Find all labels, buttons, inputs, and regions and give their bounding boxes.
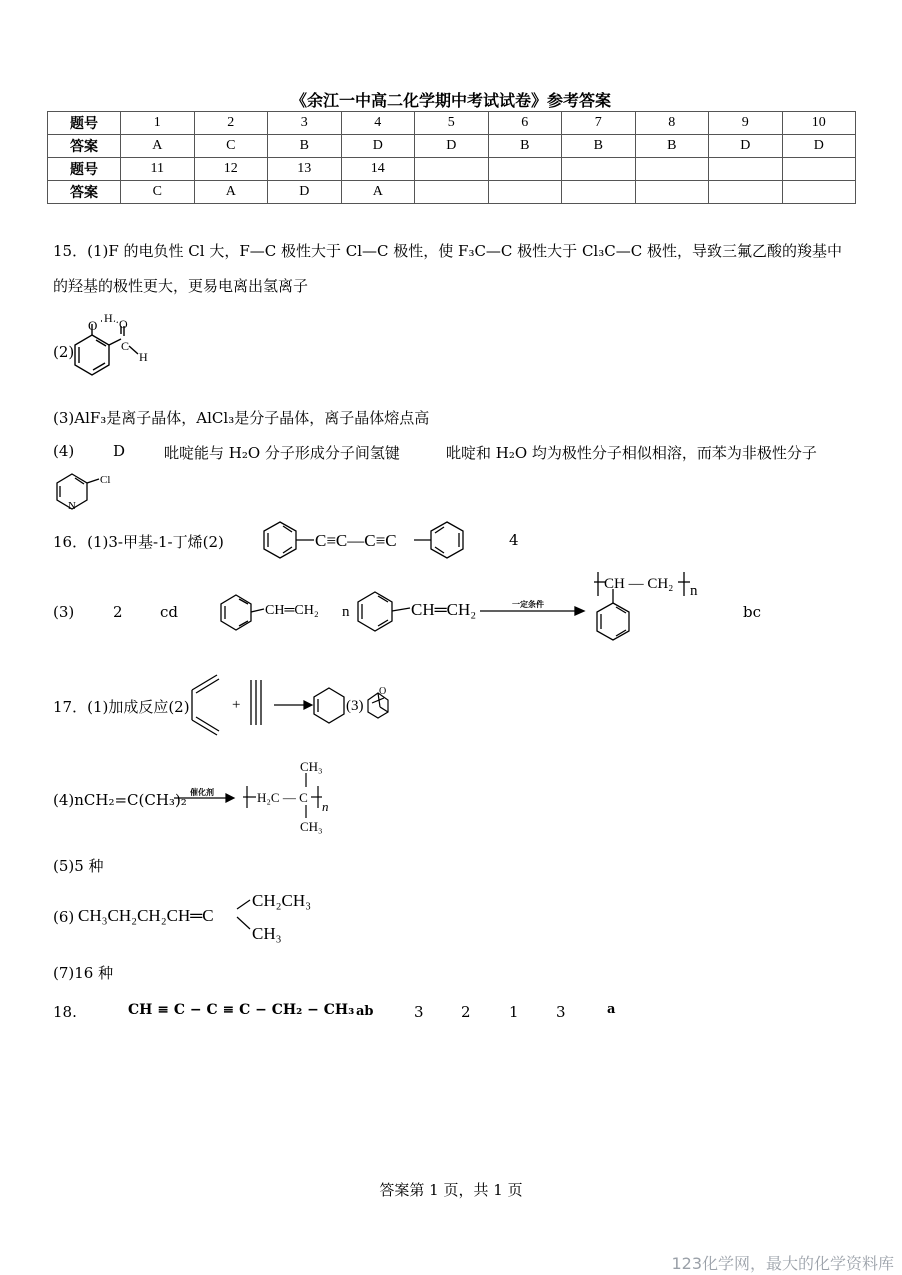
table-cell: C — [194, 135, 268, 158]
table-header-cell: 题号 — [48, 112, 121, 135]
q15-p3: (3)AlF₃是离子晶体，AlCl₃是分子晶体，离子晶体熔点高 — [53, 409, 430, 427]
q16-styrene-formula-2: CH═CH₂ — [411, 600, 477, 619]
q16-p3-label: (3) — [53, 603, 75, 621]
q17-ch3-bottom: CH₃ — [300, 819, 323, 834]
q15-o2-atom: O — [119, 317, 128, 331]
q16-styrene-ring — [221, 595, 264, 630]
q15-o-atom: O — [88, 318, 98, 333]
q18-answer-3: 2 — [461, 1003, 471, 1021]
q17-polymer-n: n — [322, 799, 329, 814]
q16-styrene-ring-2 — [358, 592, 410, 631]
q17-p7: (7)16 种 — [53, 964, 114, 982]
table-header-cell: 答案 — [48, 181, 121, 204]
table-cell: D — [268, 181, 342, 204]
q17-p6-top: CH₂CH₃ — [252, 891, 312, 910]
q15-p4-answer: D — [113, 442, 126, 460]
q17-cyclohexadiene — [314, 688, 344, 723]
table-cell: A — [194, 181, 268, 204]
q17-alkyne — [251, 680, 261, 725]
q17-polymer-chain: H₂C — C — [257, 790, 308, 805]
q18-answer-2: 3 — [414, 1003, 424, 1021]
q17-p6-main: CH₃CH₂CH₂CH═C — [78, 906, 214, 925]
table-cell: 5 — [415, 112, 489, 135]
page-title: 《余江一中高二化学期中考试试卷》参考答案 — [290, 91, 611, 110]
q18-answer-1: ab — [356, 1004, 374, 1019]
q16-p3-answer1: 2 — [113, 603, 123, 621]
q17-plus: + — [232, 697, 241, 713]
q16-p3-answer2: cd — [160, 603, 179, 621]
q17-catalyst: 催化剂 — [190, 788, 214, 797]
table-cell: 13 — [268, 158, 342, 181]
q18-answer-4: 1 — [509, 1003, 519, 1021]
q15-c-atom: C — [121, 339, 130, 353]
q17-p3-label: (3) — [346, 698, 364, 714]
table-cell: 9 — [709, 112, 783, 135]
q17-p6-label: (6) — [53, 908, 75, 926]
q16-diyne-chain: C≡C—C≡C — [315, 531, 397, 550]
q15-p2-label: (2) — [53, 343, 75, 361]
table-cell: 6 — [488, 112, 562, 135]
q15-h2-atom: H — [139, 350, 148, 364]
q17-p4-label: (4)nCH₂=C(CH₃)₂ — [53, 791, 187, 809]
q16-p2-answer: 4 — [509, 531, 519, 549]
q16-polymer-chain: CH — CH₂ — [604, 576, 674, 592]
q15-line1: 15．(1)F 的电负性 Cl 大，F—C 极性大于 Cl—C 极性，使 F₃C—C 极性大于 Cl₃C—C 极性，导致三氟乙酸的羧基中 — [53, 242, 842, 260]
q17-arrow — [274, 701, 312, 709]
table-cell: A — [121, 135, 195, 158]
q17-p6-bottom: CH₃ — [252, 924, 282, 943]
q15-p4-reason1: 吡啶能与 H₂O 分子形成分子间氢键 — [164, 444, 400, 462]
q15-pyridine-ring — [57, 474, 99, 509]
table-cell: D — [341, 135, 415, 158]
q18-formula: CH ≡ C − C ≡ C − CH₂ − CH₃ — [128, 1002, 355, 1018]
q17-o-atom: O — [379, 686, 387, 697]
q16-n-coeff: n — [342, 604, 350, 620]
q17-p5: (5)5 种 — [53, 857, 104, 875]
q16-styrene-formula: CH═CH₂ — [265, 603, 319, 618]
page-footer: 答案第 1 页，共 1 页 — [379, 1181, 523, 1199]
table-cell: 8 — [635, 112, 709, 135]
q16-phenyl-left — [264, 522, 314, 558]
q17-p6-branches — [237, 900, 250, 929]
q17-ch3-top: CH₃ — [300, 759, 323, 774]
table-cell: D — [782, 135, 856, 158]
q18-answer-5: 3 — [556, 1003, 566, 1021]
q16-p3-answer3: bc — [743, 603, 762, 621]
q16-polymer-n: n — [690, 583, 698, 599]
q15-line2: 的羟基的极性更大，更易电离出氢离子 — [53, 277, 309, 295]
table-cell: 14 — [341, 158, 415, 181]
table-cell: 3 — [268, 112, 342, 135]
table-cell: B — [488, 135, 562, 158]
table-cell: 4 — [341, 112, 415, 135]
table-cell: C — [121, 181, 195, 204]
q18-label: 18. — [53, 1003, 77, 1021]
table-cell: 10 — [782, 112, 856, 135]
table-cell: B — [635, 135, 709, 158]
table-cell: 7 — [562, 112, 636, 135]
table-cell: 11 — [121, 158, 195, 181]
table-header-cell: 答案 — [48, 135, 121, 158]
q15-h-atom: H — [104, 311, 113, 325]
q16-condition: 一定条件 — [512, 600, 544, 609]
watermark: 123化学网，最大的化学资料库 — [671, 1254, 894, 1273]
table-cell: D — [415, 135, 489, 158]
q17-butadiene — [192, 675, 219, 735]
table-cell: B — [268, 135, 342, 158]
q16-p1: 16．(1)3-甲基-1-丁烯(2) — [53, 533, 224, 551]
table-cell: D — [709, 135, 783, 158]
q15-cl-atom: Cl — [100, 474, 111, 486]
q15-p4-label: (4) — [53, 442, 75, 460]
q15-p4-reason2: 吡啶和 H₂O 均为极性分子相似相溶，而苯为非极性分子 — [446, 444, 817, 462]
table-cell: A — [341, 181, 415, 204]
table-header-cell: 题号 — [48, 158, 121, 181]
q15-n-atom: N — [68, 500, 76, 512]
q17-p1: 17．(1)加成反应(2) — [53, 698, 190, 716]
q18-answer-6: a — [607, 1002, 616, 1017]
table-cell: 1 — [121, 112, 195, 135]
table-cell: B — [562, 135, 636, 158]
table-cell: 12 — [194, 158, 268, 181]
table-cell: 2 — [194, 112, 268, 135]
q16-phenyl-right — [414, 522, 463, 558]
